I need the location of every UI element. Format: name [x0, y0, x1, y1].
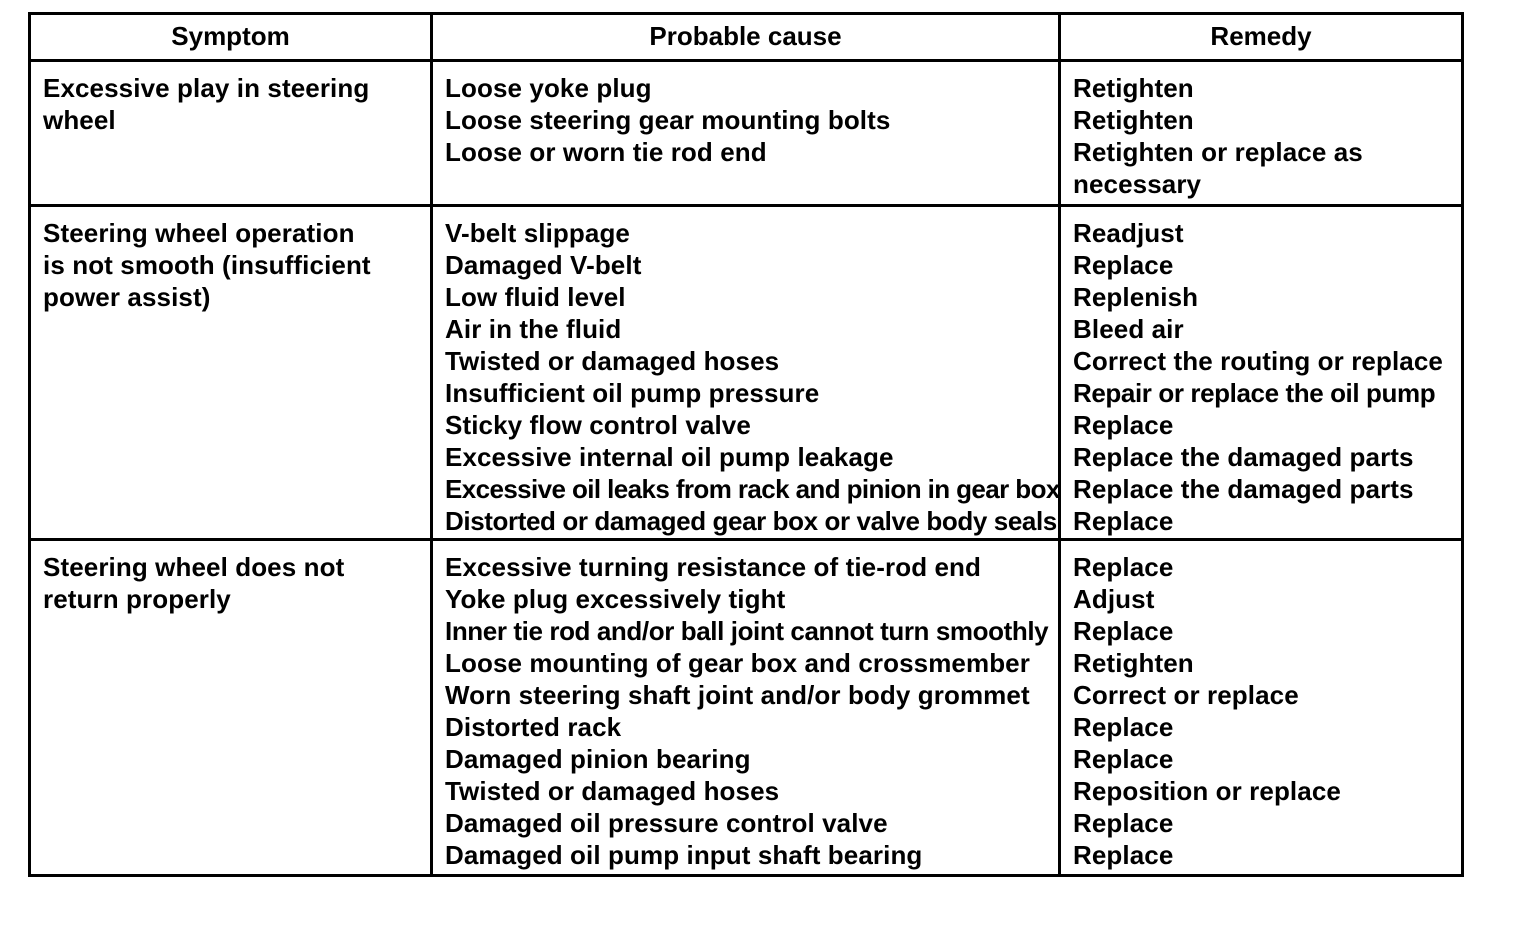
remedy-item: Repair or replace the oil pump	[1073, 378, 1436, 408]
remedy-cell	[1061, 541, 1461, 874]
remedy-item: Replace	[1073, 744, 1174, 774]
remedy-item: Reposition or replace	[1073, 776, 1341, 806]
cause-item: Twisted or damaged hoses	[445, 776, 780, 806]
cause-item: Worn steering shaft joint and/or body grommet	[445, 680, 1030, 710]
remedy-item: Retighten or replace as	[1073, 137, 1363, 167]
cause-item: Loose or worn tie rod end	[445, 137, 767, 167]
table-row	[31, 541, 1461, 874]
remedy-item: Replace	[1073, 506, 1174, 536]
remedy-item: Replace	[1073, 552, 1174, 582]
cause-item: Damaged V-belt	[445, 250, 642, 280]
cause-item: Excessive internal oil pump leakage	[445, 442, 894, 472]
header-probable-cause: Probable cause	[433, 15, 1061, 59]
remedy-item: Replace the damaged parts	[1073, 442, 1414, 472]
remedy-item: Retighten	[1073, 648, 1194, 678]
table-header-row	[31, 15, 1461, 62]
cause-cell	[433, 207, 1061, 538]
cause-item: Inner tie rod and/or ball joint cannot turn smoothly	[445, 616, 1049, 646]
cause-item: Twisted or damaged hoses	[445, 346, 780, 376]
remedy-item: Adjust	[1073, 584, 1155, 614]
cause-cell	[433, 62, 1061, 204]
remedy-item: Readjust	[1073, 218, 1184, 248]
remedy-item: Correct or replace	[1073, 680, 1299, 710]
symptom-cell	[31, 62, 433, 204]
cause-item: Loose mounting of gear box and crossmember	[445, 648, 1030, 678]
cause-item: Damaged pinion bearing	[445, 744, 751, 774]
remedy-item: necessary	[1073, 169, 1202, 199]
remedy-item: Replace	[1073, 840, 1174, 870]
symptom-text: Excessive play in steering wheel	[43, 73, 370, 135]
remedy-item: Bleed air	[1073, 314, 1184, 344]
cause-item: Excessive turning resistance of tie-rod end	[445, 552, 982, 582]
symptom-text: Steering wheel operation is not smooth (insufficient power assist)	[43, 218, 371, 312]
remedy-item: Retighten	[1073, 73, 1194, 103]
remedy-item: Retighten	[1073, 105, 1194, 135]
remedy-item: Replace	[1073, 410, 1174, 440]
cause-item: Loose steering gear mounting bolts	[445, 105, 891, 135]
cause-item: Loose yoke plug	[445, 73, 652, 103]
header-symptom: Symptom	[31, 15, 433, 59]
remedy-item: Replace	[1073, 712, 1174, 742]
cause-item: V-belt slippage	[445, 218, 630, 248]
remedy-item: Replace	[1073, 616, 1174, 646]
symptom-text: Steering wheel does not return properly	[43, 552, 345, 614]
cause-item: Damaged oil pump input shaft bearing	[445, 840, 923, 870]
cause-cell	[433, 541, 1061, 874]
table-row	[31, 62, 1461, 207]
cause-item: Excessive oil leaks from rack and pinion in gear box	[445, 474, 1060, 504]
cause-item: Damaged oil pressure control valve	[445, 808, 888, 838]
symptom-cell	[31, 207, 433, 538]
table-row	[31, 207, 1461, 541]
remedy-item: Correct the routing or replace	[1073, 346, 1443, 376]
cause-item: Distorted rack	[445, 712, 622, 742]
cause-item: Air in the fluid	[445, 314, 622, 344]
remedy-item: Replace	[1073, 250, 1174, 280]
header-remedy: Remedy	[1210, 21, 1312, 51]
cause-item: Distorted or damaged gear box or valve body seals	[445, 506, 1057, 536]
remedy-item: Replace	[1073, 808, 1174, 838]
cause-item: Sticky flow control valve	[445, 410, 751, 440]
remedy-cell	[1061, 207, 1461, 538]
symptom-cell	[31, 541, 433, 874]
troubleshooting-table	[28, 12, 1464, 877]
cause-item: Yoke plug excessively tight	[445, 584, 786, 614]
cause-item: Insufficient oil pump pressure	[445, 378, 820, 408]
remedy-item: Replenish	[1073, 282, 1199, 312]
cause-item: Low fluid level	[445, 282, 626, 312]
remedy-item: Replace the damaged parts	[1073, 474, 1414, 504]
remedy-cell	[1061, 62, 1461, 204]
